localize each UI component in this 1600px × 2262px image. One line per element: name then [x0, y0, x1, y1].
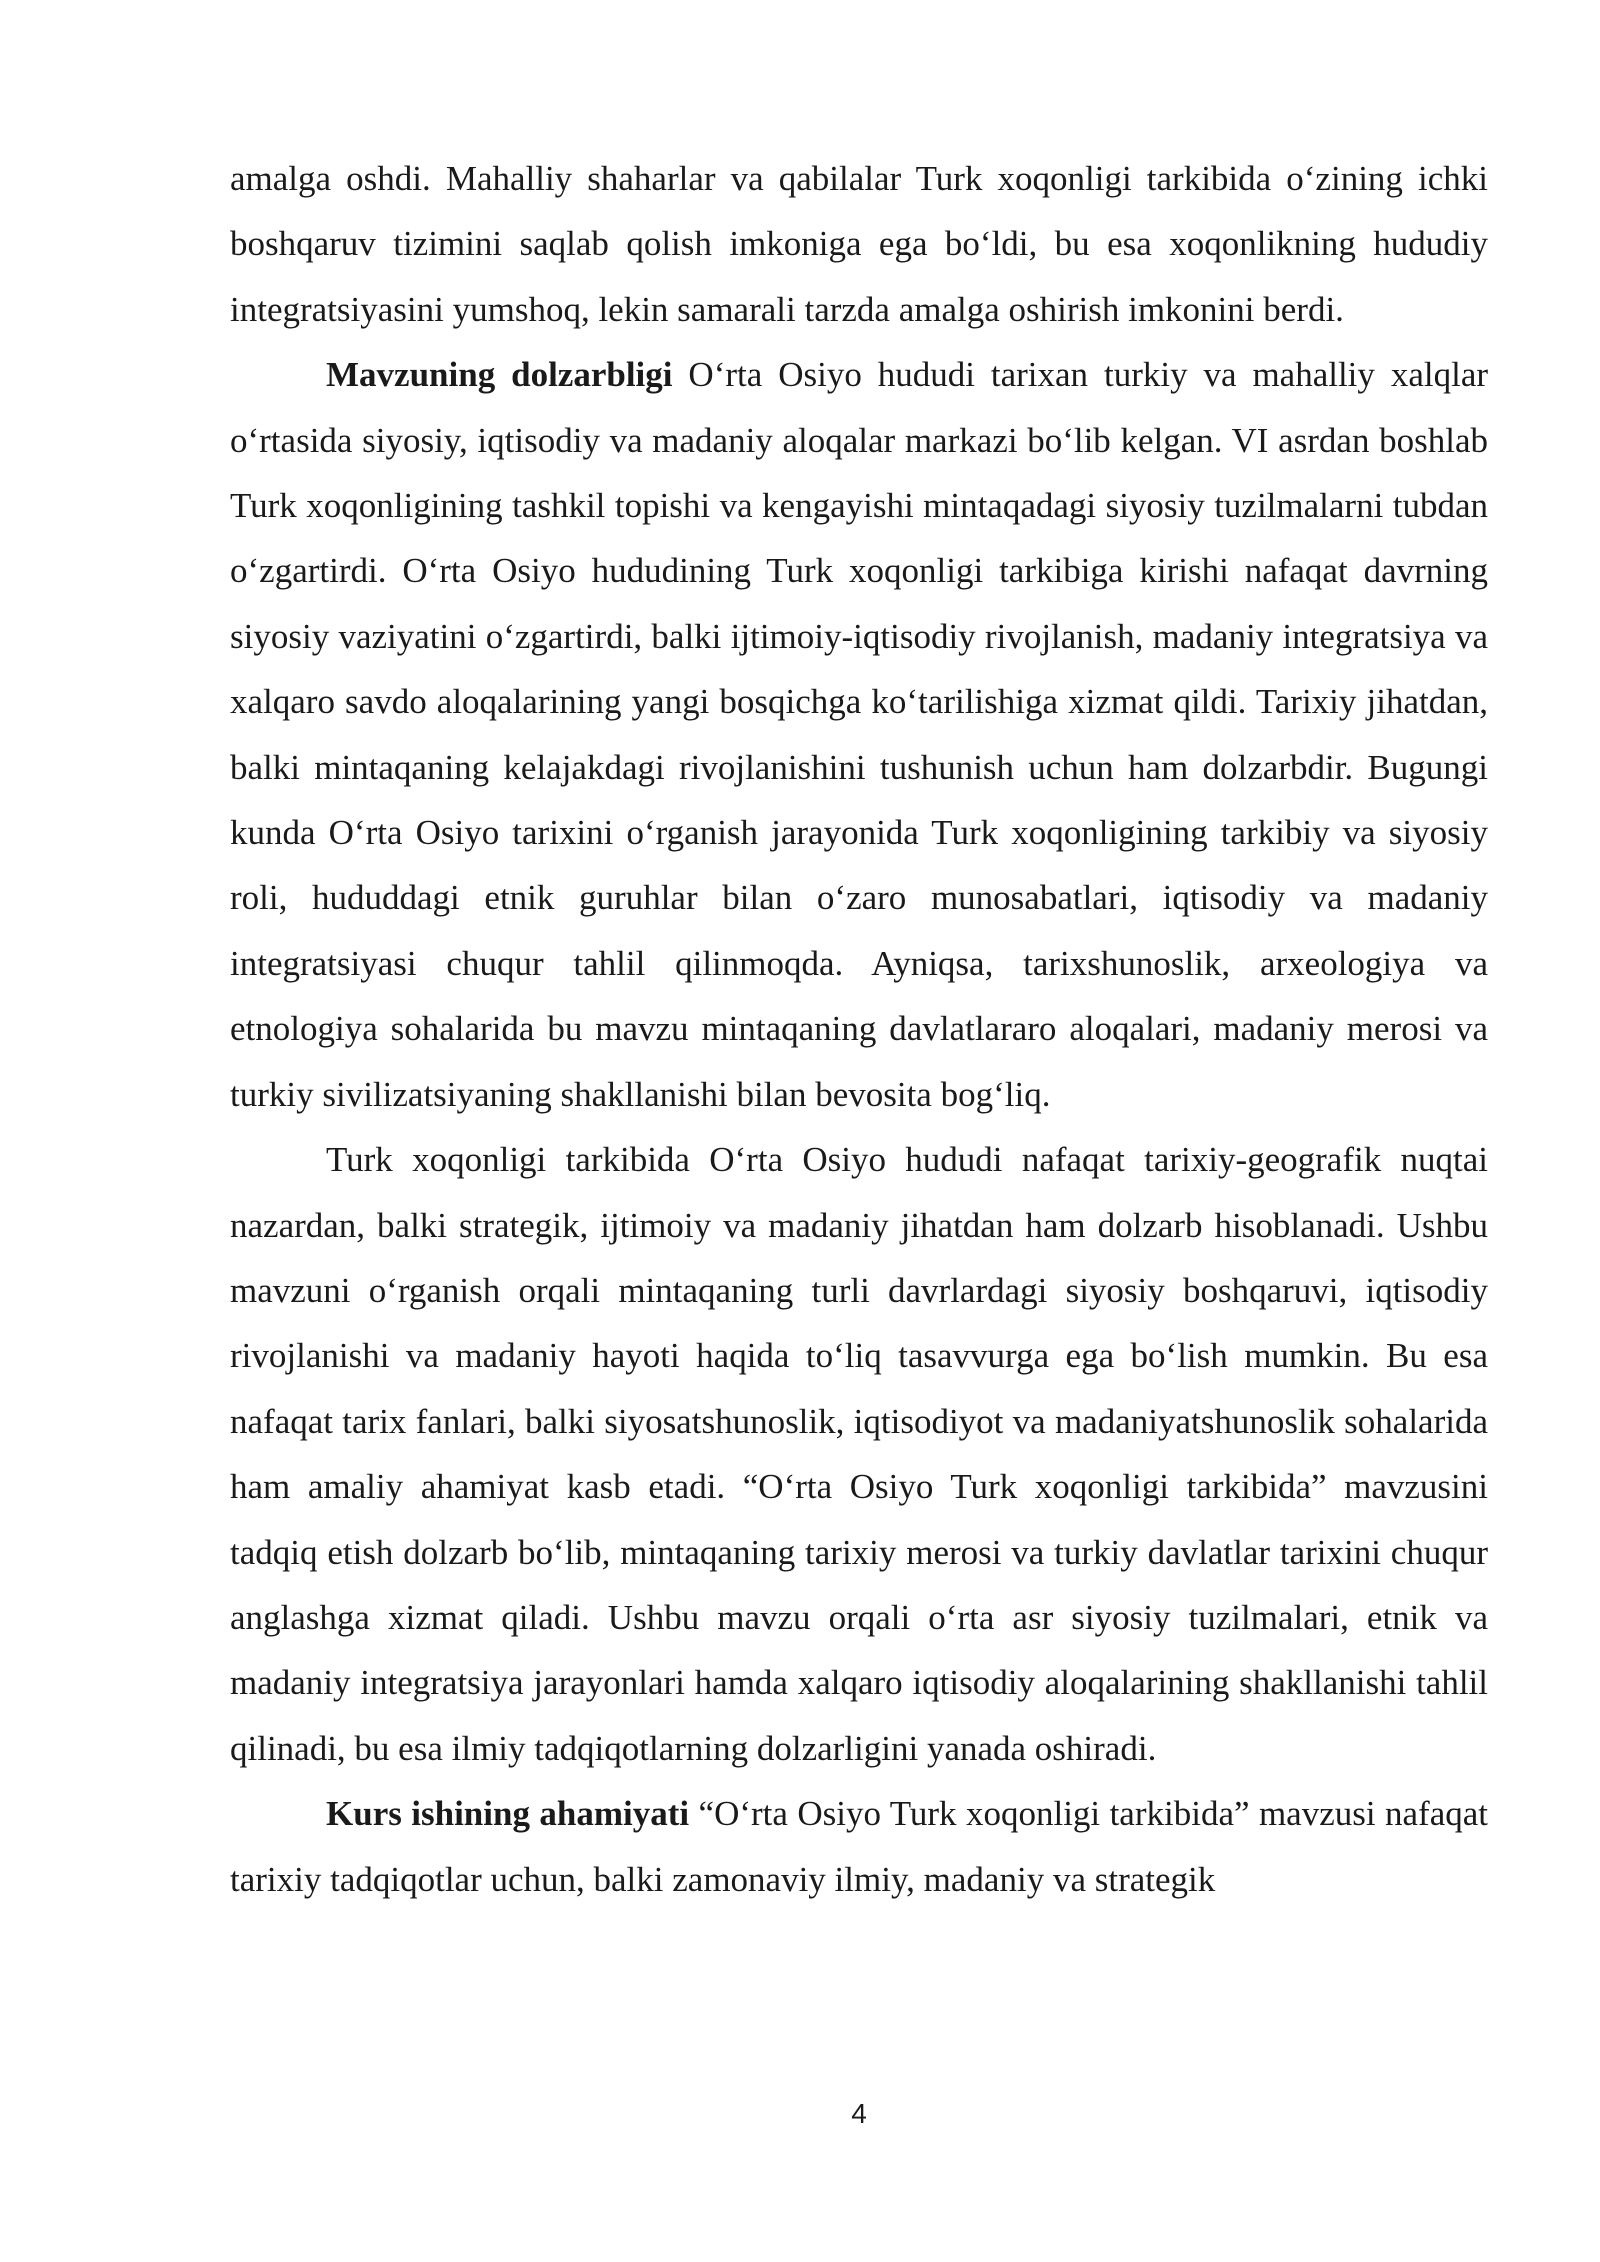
paragraph-importance	[230, 1781, 1488, 1912]
paragraph-text: Turk xoqonligi tarkibida O‘rta Osiyo hududi nafaqat tarixiy-geografik nuqtai nazardan, balki strategik, ijtimoiy va madaniy jihatdan ham dolzarb hisoblanadi. Ushbu mavzuni o‘rganish orqali mintaqaning turli davrlardagi siyosiy boshqaruvi, iqtisodiy rivojlanishi va madaniy hayoti haqida to‘liq tasavvurga ega bo‘lish mumkin. Bu esa nafaqat tarix fanlari, balki siyosatshunoslik, iqtisodiyot va madaniyatshunoslik sohalarida ham amaliy ahamiyat kasb etadi. “O‘rta Osiyo Turk xoqonligi tarkibida” mavzusini tadqiq etish dolzarb bo‘lib, mintaqaning tarixiy merosi va turkiy davlatlar tarixini chuqur anglashga xizmat qiladi. Ushbu mavzu orqali o‘rta asr siyosiy tuzilmalari, etnik va madaniy integratsiya jarayonlari hamda xalqaro iqtisodiy aloqalarining shakllanishi tahlil qilinadi, bu esa ilmiy tadqiqotlarning dolzarligini yanada oshiradi.	[230, 1140, 1488, 1768]
paragraph-strategic	[230, 1127, 1488, 1781]
paragraph-text: O‘rta Osiyo hududi tarixan turkiy va mahalliy xalqlar o‘rtasida siyosiy, iqtisodiy va madaniy aloqalar markazi bo‘lib kelgan. VI asrdan boshlab Turk xoqonligining tashkil topishi va kengayishi mintaqadagi siyosiy tuzilmalarni tubdan o‘zgartirdi. O‘rta Osiyo hududining Turk xoqonligi tarkibiga kirishi nafaqat davrning siyosiy vaziyatini o‘zgartirdi, balki ijtimoiy-iqtisodiy rivojlanish, madaniy integratsiya va xalqaro savdo aloqalarining yangi bosqichga ko‘tarilishiga xizmat qildi. Tarixiy jihatdan, balki mintaqaning kelajakdagi rivojlanishini tushunish uchun ham dolzarbdir. Bugungi kunda O‘rta Osiyo tarixini o‘rganish jarayonida Turk xoqonligining tarkibiy va siyosiy roli, hududdagi etnik guruhlar bilan o‘zaro munosabatlari, iqtisodiy va madaniy integratsiyasi chuqur tahlil qilinmoqda. Ayniqsa, tarixshunoslik, arxeologiya va etnologiya sohalarida bu mavzu mintaqaning davlatlararo aloqalari, madaniy merosi va turkiy sivilizatsiyaning shakllanishi bilan bevosita bog‘liq.	[230, 355, 1489, 1114]
section-heading-relevance: Mavzuning dolzarbligi	[326, 355, 673, 395]
paragraph-text: amalga oshdi. Mahalliy shaharlar va qabilalar Turk xoqonligi tarkibida o‘zining ichki boshqaruv tizimini saqlab qolish imkoniga ega bo‘ldi, bu esa xoqonlikning hududiy integratsiyasini yumshoq, lekin samarali tarzda amalga oshirish imkonini berdi.	[230, 159, 1488, 329]
paragraph-continuation	[230, 146, 1488, 342]
page-number: 4	[851, 2098, 867, 2129]
paragraph-text: “O‘rta Osiyo Turk xoqonligi tarkibida” mavzusi nafaqat tarixiy tadqiqotlar uchun, balki zamonaviy ilmiy, madaniy va strategik	[230, 1794, 1488, 1899]
paragraph-relevance	[230, 342, 1488, 1127]
page-body	[230, 146, 1488, 1912]
section-heading-importance: Kurs ishining ahamiyati	[326, 1794, 690, 1834]
